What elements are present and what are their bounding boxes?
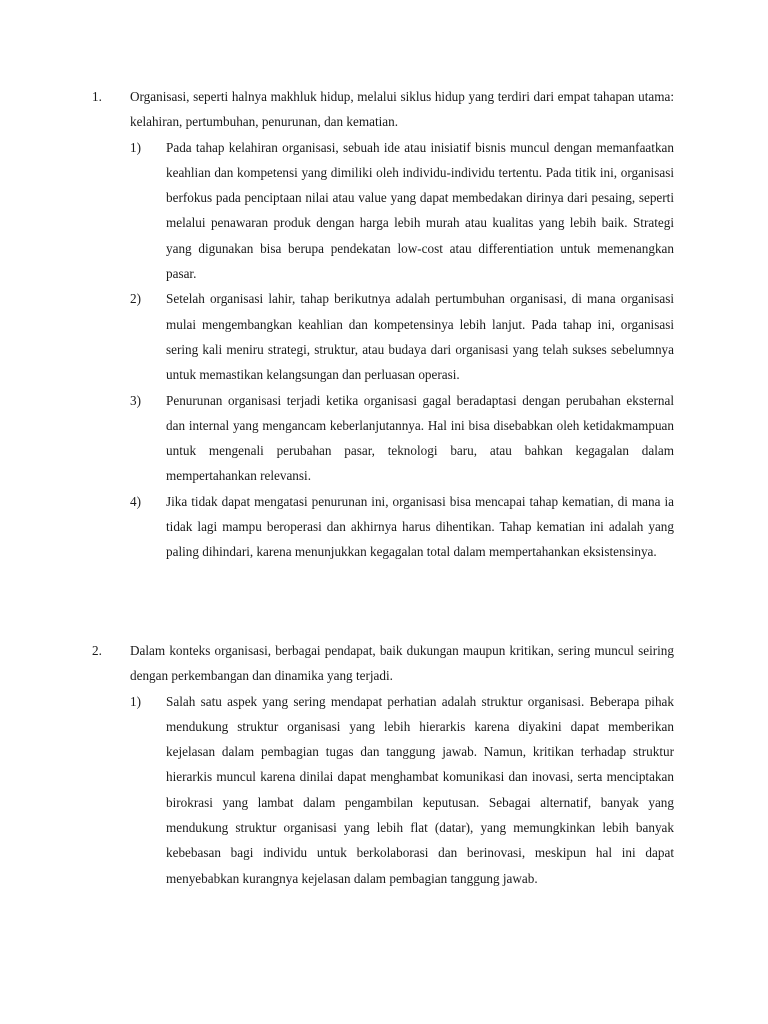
- list-item-1: [92, 84, 674, 565]
- sub-item-number: 3): [130, 392, 141, 408]
- sub-item-4: [130, 489, 674, 565]
- sub-item-text: Penurunan organisasi terjadi ketika organisasi gagal beradaptasi dengan perubahan eksternal dan internal yang mengancam keberlanjutannya. Hal ini bisa disebabkan oleh ketidakmampuan untuk mengenali perubahan pasar, teknologi baru, atau bahkan kegagalan dalam mempertahankan relevansi.: [166, 392, 674, 484]
- sub-item-number: 4): [130, 493, 141, 509]
- sub-item-2: [130, 286, 674, 387]
- sub-item-1: [130, 135, 674, 287]
- sub-item-text: Jika tidak dapat mengatasi penurunan ini, organisasi bisa mencapai tahap kematian, di mana ia tidak lagi mampu beroperasi dan akhirnya harus dihentikan. Tahap kematian ini adalah yang paling dihindari, karena menunjukkan kegagalan total dalam mempertahankan eksistensinya.: [166, 493, 674, 560]
- sub-item-1: [130, 689, 674, 891]
- list-item-text: Organisasi, seperti halnya makhluk hidup, melalui siklus hidup yang terdiri dari empat tahapan utama: kelahiran, pertumbuhan, penurunan, dan kematian.: [130, 89, 674, 130]
- list-item-2: [92, 638, 674, 891]
- list-item-number: 2.: [92, 643, 102, 658]
- sub-list: [92, 135, 674, 565]
- sub-item-text: Pada tahap kelahiran organisasi, sebuah ide atau inisiatif bisnis muncul dengan memanfaatkan keahlian dan kompetensi yang dimiliki oleh individu-individu tertentu. Pada titik ini, organisasi berfokus pada penciptaan nilai atau value yang dapat membedakan dirinya dari pesaing, seperti melalui penawaran produk dengan harga lebih murah atau kualitas yang lebih baik. Strategi yang digunakan bisa berupa pendekatan low-cost atau differentiation untuk memenangkan pasar.: [166, 139, 674, 282]
- sub-item-number: 2): [130, 291, 141, 307]
- sub-list: [92, 689, 674, 891]
- sub-item-number: 1): [130, 139, 141, 155]
- list-item-number: 1.: [92, 89, 102, 104]
- sub-item-text: Salah satu aspek yang sering mendapat perhatian adalah struktur organisasi. Beberapa pihak mendukung struktur organisasi yang lebih hierarkis karena diyakini dapat memberikan kejelasan dalam pembagian tugas dan tanggung jawab. Namun, kritikan terhadap struktur hierarkis muncul karena dinilai dapat menghambat komunikasi dan inovasi, serta menciptakan birokrasi yang lambat dalam pengambilan keputusan. Sebagai alternatif, banyak yang mendukung struktur organisasi yang lebih flat (datar), yang memungkinkan lebih banyak kebebasan bagi individu untuk berkolaborasi dan berinovasi, meskipun hal ini dapat menyebabkan kurangnya kejelasan dalam pembagian tanggung jawab.: [166, 693, 674, 886]
- sub-item-3: [130, 388, 674, 489]
- sub-item-text: Setelah organisasi lahir, tahap berikutnya adalah pertumbuhan organisasi, di mana organisasi mulai mengembangkan keahlian dan kompetensinya lebih lanjut. Pada tahap ini, organisasi sering kali meniru strategi, struktur, atau budaya dari organisasi yang telah sukses sebelumnya untuk memastikan kelangsungan dan perluasan operasi.: [166, 291, 674, 383]
- sub-item-number: 1): [130, 693, 141, 709]
- list-item-text: Dalam konteks organisasi, berbagai pendapat, baik dukungan maupun kritikan, sering muncul seiring dengan perkembangan dan dinamika yang terjadi.: [130, 643, 674, 684]
